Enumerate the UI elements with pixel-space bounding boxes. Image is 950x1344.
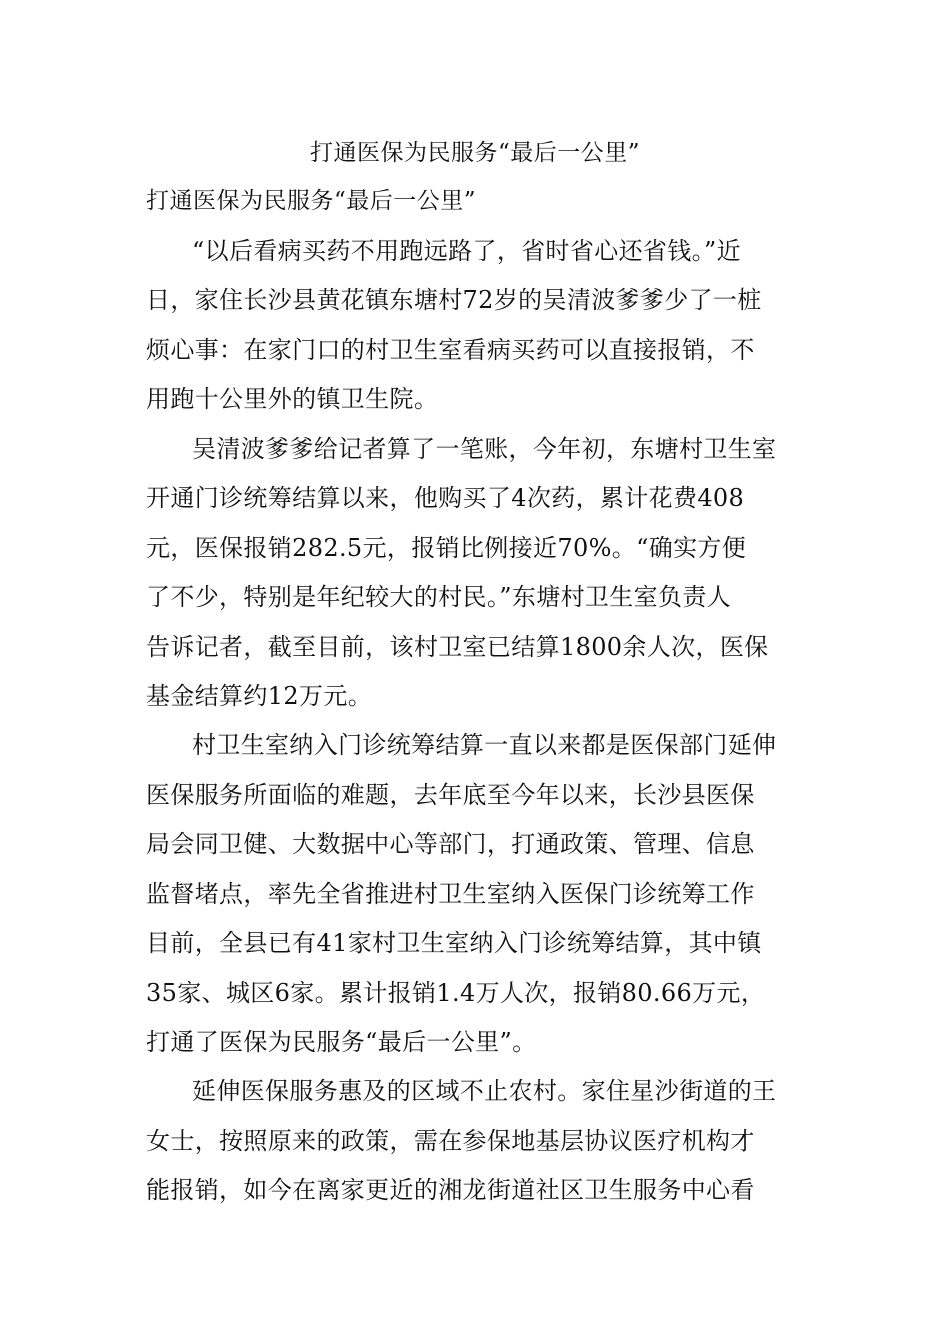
text-line: 吴清波爹爹给记者算了一笔账，今年初，东塘村卫生室 [192, 434, 777, 463]
text-line: 日，家住长沙县黄花镇东塘村72岁的吴清波爹爹少了一桩 [146, 286, 762, 315]
text-line: “以后看病买药不用跑远路了，省时省心还省钱。”近 [192, 237, 741, 265]
text-line: 村卫生室纳入门诊统筹结算一直以来都是医保部门延伸 [192, 731, 777, 760]
text-line: 监督堵点，率先全省推进村卫生室纳入医保门诊统筹工作 [146, 879, 755, 908]
document-subtitle: 打通医保为民服务“最后一公里” [146, 188, 477, 214]
text-line: 开通门诊统筹结算以来，他购买了4次药，累计花费408 [146, 484, 745, 513]
text-line: 35家、城区6家。累计报销1.4万人次，报销80.66万元， [146, 978, 766, 1007]
text-line: 女士，按照原来的政策，需在参保地基层协议医疗机构才 [146, 1126, 755, 1155]
text-line: 基金结算约12万元。 [146, 681, 373, 710]
text-line: 延伸医保服务惠及的区域不止农村。家住星沙街道的王 [192, 1077, 777, 1106]
text-line: 能报销，如今在离家更近的湘龙街道社区卫生服务中心看 [146, 1176, 755, 1205]
text-line: 元，医保报销282.5元，报销比例接近70%。“确实方便 [146, 533, 747, 562]
document-title: 打通医保为民服务“最后一公里” [309, 140, 641, 166]
text-line: 医保服务所面临的难题，去年底至今年以来，长沙县医保 [146, 780, 755, 809]
text-line: 打通了医保为民服务“最后一公里”。 [146, 1028, 537, 1056]
text-line: 局会同卫健、大数据中心等部门，打通政策、管理、信息 [146, 830, 755, 859]
text-line: 用跑十公里外的镇卫生院。 [146, 385, 439, 414]
text-line: 了不少，特别是年纪较大的村民。”东塘村卫生室负责人 [146, 583, 732, 612]
text-line: 告诉记者，截至目前，该村卫室已结算1800余人次，医保 [146, 632, 769, 661]
text-line: 烦心事：在家门口的村卫生室看病买药可以直接报销，不 [146, 335, 755, 364]
article-body [146, 227, 814, 1216]
text-line: 目前，全县已有41家村卫生室纳入门诊统筹结算，其中镇 [146, 929, 762, 958]
